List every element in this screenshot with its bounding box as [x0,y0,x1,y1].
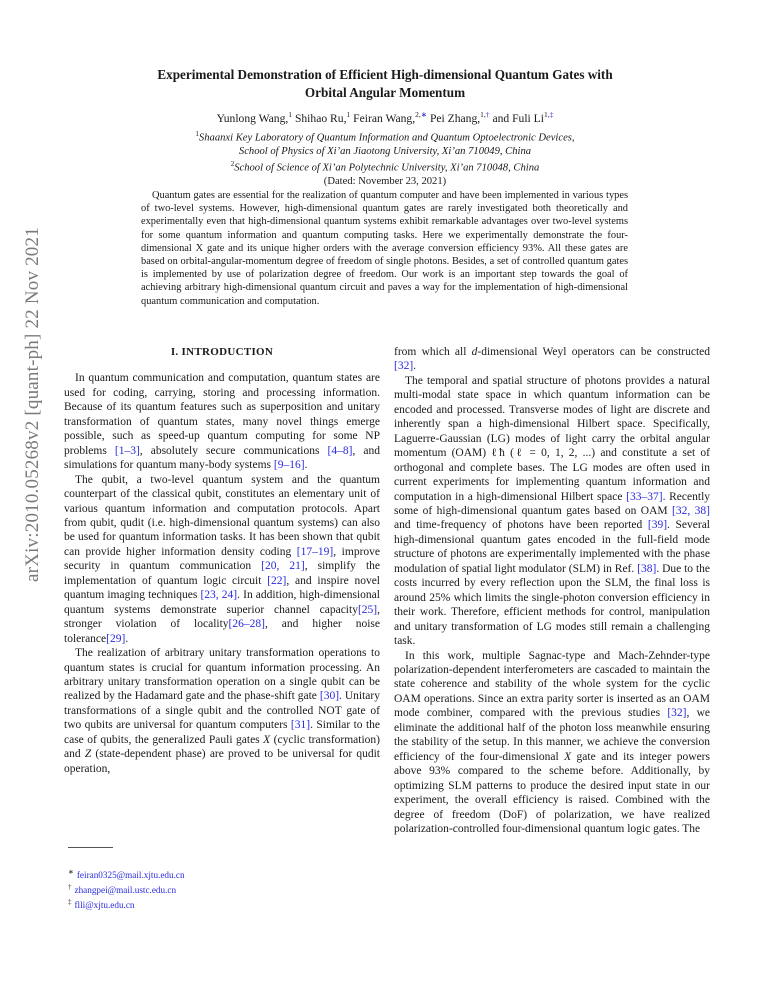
footnotes [68,866,185,911]
author-affil-sup: 1 [288,110,293,119]
footnote: † zhangpei@mail.ustc.edu.cn [68,883,177,896]
citation-link[interactable]: [1–3] [114,444,140,457]
email-link[interactable]: zhangpei@mail.ustc.edu.cn [74,885,177,896]
section-heading: I. INTRODUCTION [170,346,274,358]
author-affil-sup: 1,† [480,110,490,119]
citation-link[interactable]: [17–19] [296,545,334,558]
citation-link[interactable]: [4–8] [327,444,353,457]
citation-link[interactable]: [25] [357,603,378,616]
paragraph: The realization of arbitrary unitary transformation operations to quantum states is crucial for quantum information processing. An arbitrary unitary transformation operation on a single qubit can be realized by the Hadamard gate and the phase-shift gate [30]. Unitary transformations of a single qubit and the controlled NOT gate of two qubits are universal for quantum computers [31]. Similar to the case of qubits, the generalized Pauli gates X (cyclic transformation) and Z (state-dependent phase) are proved to be universal for qudit operation, [64,647,380,775]
right-column [394,345,710,836]
email-link[interactable]: feiran0325@mail.xjtu.edu.cn [76,870,185,881]
citation-link[interactable]: [23, 24] [200,589,238,602]
arxiv-identifier-stamp: arXiv:2010.05268v2 [quant-ph] 22 Nov 2021 [22,227,43,582]
citation-link[interactable]: [26–28] [228,618,265,631]
author-affil-sup: 1 [346,110,351,119]
email-link[interactable]: flli@xjtu.edu.cn [74,900,135,911]
author-name: Feiran Wang, [353,111,416,125]
citation-link[interactable]: [32] [394,360,414,373]
citation-link[interactable]: [29] [106,632,126,645]
citation-link[interactable]: [38] [637,562,657,575]
title-line-2: Orbital Angular Momentum [304,85,466,100]
abstract: Quantum gates are essential for the realization of quantum computer and have been implemented in various types of two-level systems. However, high-dimensional quantum gates are rarely investigated both theoretically and experimentally even that high-dimensional quantum systems exhibit remarkable advantages over two-level systems for some quantum information and quantum computing tasks. Here we experimentally demonstrate the four-dimensional X gate and its unique higher orders with the average conversion efficiency 93%. All these gates are based on orbital-angular-momentum degree of freedom of single photons. Besides, a set of controlled quantum gates is implemented by use of polarization degree of freedom. Our work is an important step towards the goal of achieving arbitrary high-dimensional quantum circuit and paves a way for the implementation of high-dimensional quantum communication and computation. [141,190,628,307]
title-line-1: Experimental Demonstration of Efficient High-dimensional Quantum Gates with [157,67,613,82]
citation-link[interactable]: [9–16] [273,459,305,472]
footnote-link[interactable]: ‡ [549,110,554,119]
author-name: and Fuli Li [492,111,544,125]
paragraph: from which all d-dimensional Weyl operators can be constructed [32]. [394,346,710,373]
footnote-link[interactable]: ∗ [420,110,428,119]
author-name: Pei Zhang, [429,111,481,125]
affiliation-1: $^1$Shaanxi Key Laboratory of Quantum Information and Quantum Optoelectronic Devices, [195,130,575,144]
footnote: ‡ flli@xjtu.edu.cn [68,898,135,911]
citation-link[interactable]: [22] [267,574,287,587]
citation-link[interactable]: [33–37] [626,490,663,503]
author-list [80,110,690,125]
affiliation-2: $^2$School of Science of Xi’an Polytechnic University, Xi’an 710048, China [230,160,540,174]
citation-link[interactable]: [32, 38] [672,504,710,517]
citation-link[interactable]: [30] [319,690,340,703]
author-name: Yunlong Wang, [216,111,289,125]
affiliation-1-line-2: School of Physics of Xi’an Jiaotong University, Xi’an 710049, China [238,145,532,157]
paragraph: The qubit, a two-level quantum system and the quantum counterpart of the classical qubit, constitutes an elementary unit of various quantum information and computation protocols. Apart from qubit, qudit (i.e. high-dimensional quantum systems) can also be used for quantum information tasks. It has been shown that qubit can provide higher information density coding [17–19], improve security in quantum communication [20, 21], simplify the implementation of quantum logic circuit [22], and inspire novel quantum imaging techniques [23, 24]. In addition, high-dimensional quantum systems demonstrate superior channel capacity[25], stronger violation of locality[26–28], and higher noise tolerance[29]. [64,473,381,645]
affiliations [80,128,690,188]
paragraph: The temporal and spatial structure of photons provides a natural multi-modal state space in which quantum information can be encoded and processed. Transverse modes of light are discrete and inherently span a high-dimensional Hilbert space. Specifically, Laguerre-Gaussian (LG) modes of light carry the orbital angular momentum (OAM) ℓħ (ℓ = 0, 1, 2, ...) and constitute a set of orthogonal and complete bases. The LG modes are often used in current experiments for implementing quantum information and computation in a high-dimensional Hilbert space [33–37]. Recently some of high-dimensional quantum gates based on OAM [32, 38] and time-frequency of photons have been reported [39]. Several high-dimensional quantum gates encoded in the full-field mode structure of photons are experimentally implemented with the phase modulation of spatial light modulator (SLM) in Ref. [38]. Due to the costs incurred by every reflection upon the SLM, the final loss is around 25% which limits the single-photon conversion efficiency in their work. Therefore, efficient methods for control, manipulation and unitary transformation of LG modes still remain a challenging task. [394,374,711,648]
left-column [64,345,380,776]
date-line: (Dated: November 23, 2021) [323,175,447,187]
paragraph: In this work, multiple Sagnac-type and Mach-Zehnder-type polarization-dependent interferometers are cascaded to maintain the state coherence and stability of the whole system for the cyclic OAM operations. Since an extra parity sorter is inserted as an OAM mode combiner, compared with the previous studies [32], we eliminate the additional half of the photon loss meanwhile ensuring the stability of the setup. In this manner, we achieve the conversion efficiency of the four-dimensional X gate and its integer powers above 93% compared to the scheme before. Additionally, by optimizing SLM patterns to produce the desired input state in our experiment, the overall efficiency is raised. Combined with the degree of freedom (DoF) of polarization, we have realized polarization-controlled four-dimensional quantum logic gates. The [394,649,710,835]
footnote-divider [68,847,113,848]
footnote: ∗ feiran0325@mail.xjtu.edu.cn [68,868,185,881]
author-affil-sup: 2,∗ [415,110,428,119]
paper-title [80,66,690,102]
citation-link[interactable]: [31] [290,719,311,732]
footnote-link[interactable]: † [485,110,490,119]
author-name: Shihao Ru, [294,111,347,125]
citation-link[interactable]: [39] [647,519,668,532]
paragraph: In quantum communication and computation, quantum states are used for coding, carrying, storing and processing information. Because of its quantum features such as superposition and unitary transformation of quantum states, many novel things emerge possible, such as speed-up quantum computing for some NP problems [1–3], absolutely secure communications [4–8], and simulations for quantum many-body systems [9–16]. [64,372,380,472]
author-affil-sup: 1,‡ [543,110,554,119]
citation-link[interactable]: [32] [667,707,687,720]
citation-link[interactable]: [20, 21] [261,560,305,573]
